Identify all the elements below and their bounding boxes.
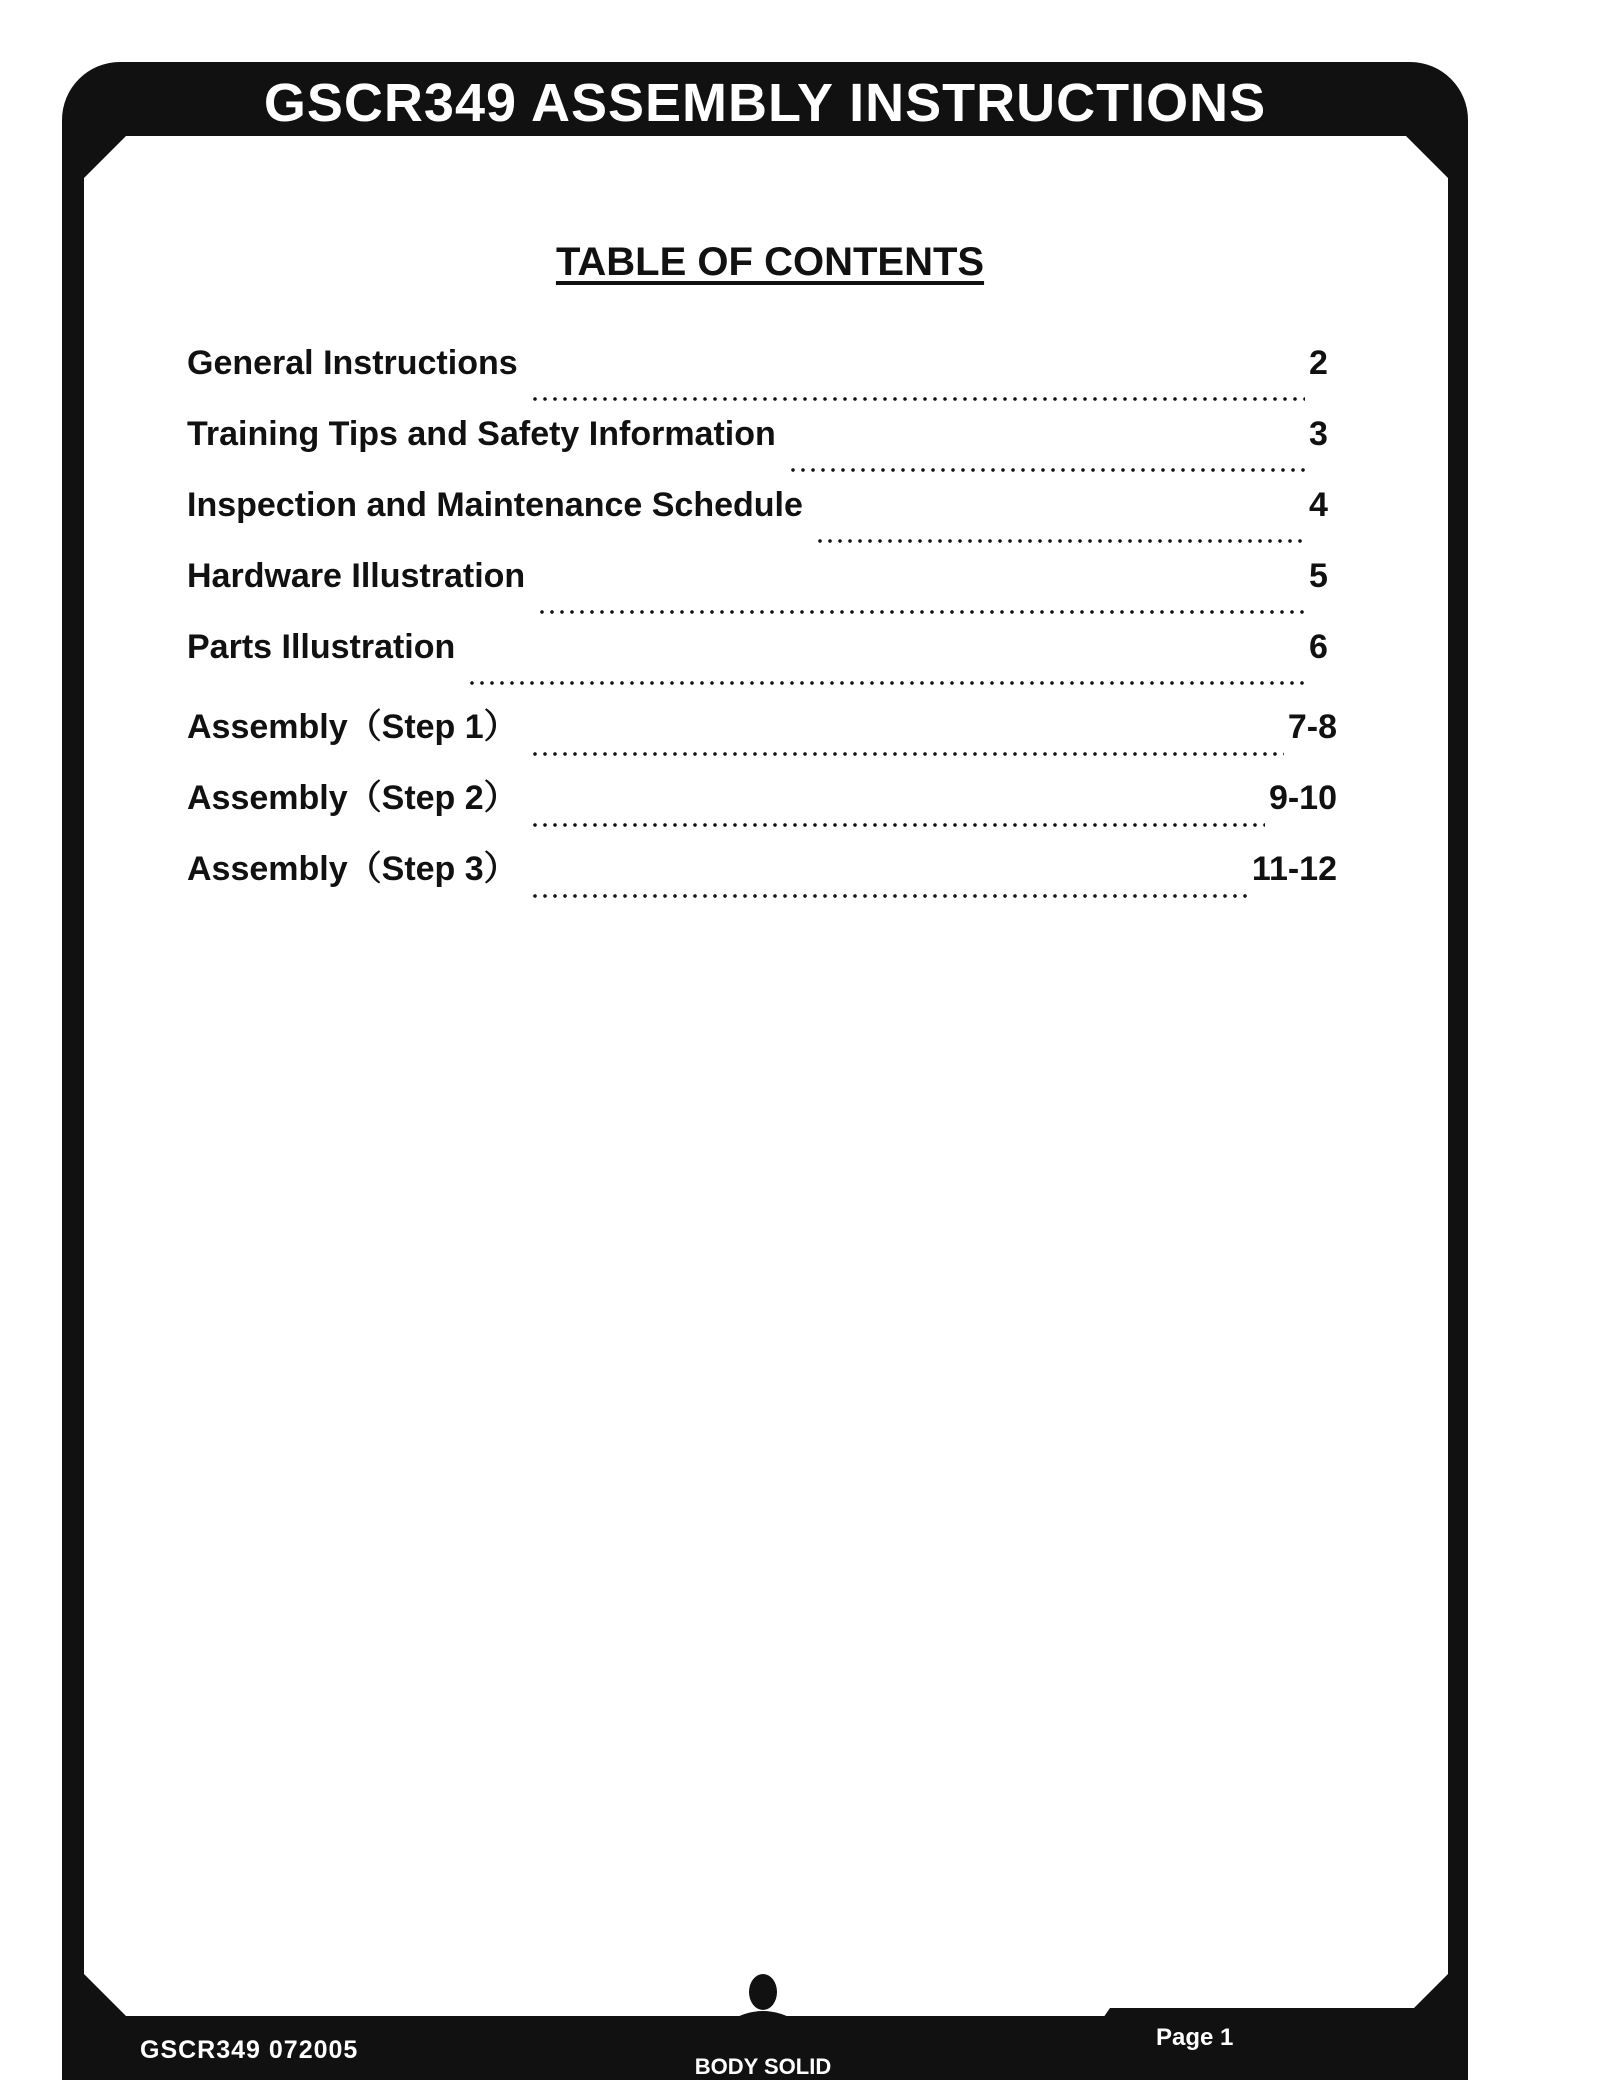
- toc-entry-label: Parts Illustration: [187, 628, 456, 666]
- toc-entry-label: Assembly（Step 3）: [187, 850, 518, 888]
- toc-heading-text: TABLE OF CONTENTS: [555, 240, 985, 284]
- body-solid-logo-icon: [668, 1970, 858, 2080]
- footer-doc-code: GSCR349 072005: [140, 2036, 359, 2064]
- toc-entry-page: 3: [1309, 415, 1328, 453]
- dot-leader: [467, 681, 1305, 685]
- dot-leader: [530, 894, 1248, 898]
- footer-right-tab: [1060, 2008, 1468, 2080]
- toc-entry-page: 2: [1309, 344, 1328, 382]
- toc-entry-label: General Instructions: [187, 344, 518, 382]
- toc-entry: [187, 699, 1337, 770]
- dot-leader: [537, 610, 1305, 614]
- toc-entry: [187, 344, 1337, 415]
- toc-entry-page: 5: [1309, 557, 1328, 595]
- document-title: GSCR349 ASSEMBLY INSTRUCTIONS: [263, 73, 1267, 133]
- toc-entry-label: Assembly（Step 1）: [187, 708, 518, 746]
- toc-entry-label: Training Tips and Safety Information: [187, 415, 776, 453]
- dot-leader: [788, 468, 1305, 472]
- toc-entry-page: 6: [1309, 628, 1328, 666]
- dot-leader: [530, 397, 1305, 401]
- toc-entry-page: 7-8: [1287, 708, 1337, 746]
- toc-entry-page: 9-10: [1268, 779, 1337, 817]
- toc-heading: [0, 240, 1540, 285]
- dot-leader: [815, 539, 1305, 543]
- toc-entry-label: Hardware Illustration: [187, 557, 526, 595]
- toc-entry-label: Assembly（Step 2）: [187, 779, 518, 817]
- dot-leader: [530, 752, 1284, 756]
- toc-entry-page: 11-12: [1251, 850, 1337, 888]
- toc-entry-label: Inspection and Maintenance Schedule: [187, 486, 803, 524]
- toc-entry: [187, 770, 1337, 841]
- dot-leader: [530, 823, 1265, 827]
- toc-entry: [187, 628, 1337, 699]
- toc-entry: [187, 415, 1337, 486]
- toc-entry-page: 4: [1309, 486, 1328, 524]
- toc-entry: [187, 486, 1337, 557]
- toc-entry: [187, 557, 1337, 628]
- toc-entry: [187, 841, 1337, 912]
- toc-list: [187, 344, 1337, 912]
- footer-page-number: Page 1: [1156, 2024, 1234, 2051]
- logo-text: BODY SOLID: [694, 2054, 832, 2079]
